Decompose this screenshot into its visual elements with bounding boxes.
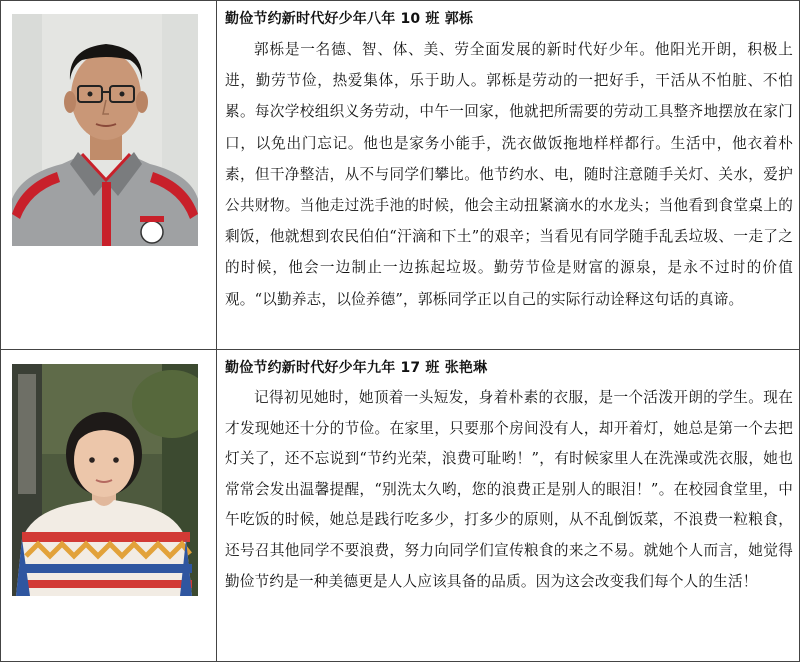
table-row: [1, 350, 799, 662]
student-title: 勤俭节约新时代好少年八年 10 班 郭栎: [225, 11, 474, 27]
student-profile-text: [225, 8, 793, 315]
column-divider: [216, 1, 217, 349]
student-paragraph: 郭栎是一名德、智、体、美、劳全面发展的新时代好少年。他阳光开朗，积极上进，勤劳节俭，热爱集体，乐于助人。郭栎是劳动的一把好手，干活从不怕脏、不怕累。每次学校组织义务劳动，中午一回家，他就把所需要的劳动工具整齐地摆放在家门口，以免出门忘记。他也是家务小能手，洗衣做饭拖地样样都行。生活中，他衣着朴素，但干净整洁，从不与同学们攀比。他节约水、电，随时注意随手关灯、关水，爱护公共财物。当他走过洗手池的时候，他会主动扭紧滴水的水龙头；当他看到食堂桌上的剩饭，他就想到农民伯伯“汗滴和下土”的艰辛；当看见有同学随手乱丢垃圾、一走了之的时候，他会一边制止一边拣起垃圾。勤劳节俭是财富的源泉，是永不过时的价值观。“以勤养志，以俭养德”，郭栎同学正以自己的实际行动诠释这句话的真谛。: [225, 41, 793, 308]
student-title: 勤俭节约新时代好少年九年 17 班 张艳琳: [225, 360, 488, 376]
student-profile-text: [225, 357, 793, 597]
table-row: [1, 1, 799, 350]
student-paragraph: 记得初见她时，她顶着一头短发，身着朴素的衣服，是一个活泼开朗的学生。现在才发现她还十分的节俭。在家里，只要那个房间没有人，却开着灯，她总是第一个去把灯关了，还不忘说到“节约光荣，浪费可耻哟！”，有时候家里人在洗澡或洗衣服，她也常常会发出温馨提醒，“别洗太久哟，您的浪费正是别人的眼泪！”。在校园食堂里，中午吃饭的时候，她总是践行吃多少，打多少的原则，从不乱倒饭菜，不浪费一粒粮食，还号召其他同学不要浪费，努力向同学们宣传粮食的来之不易。就她个人而言，她觉得勤俭节约是一种美德更是人人应该具备的品质。因为这会改变我们每个人的生活！: [225, 389, 793, 590]
student-photo-guo-li: [12, 14, 198, 246]
student-photo-zhang-yanlin: [12, 364, 198, 596]
column-divider: [216, 350, 217, 662]
